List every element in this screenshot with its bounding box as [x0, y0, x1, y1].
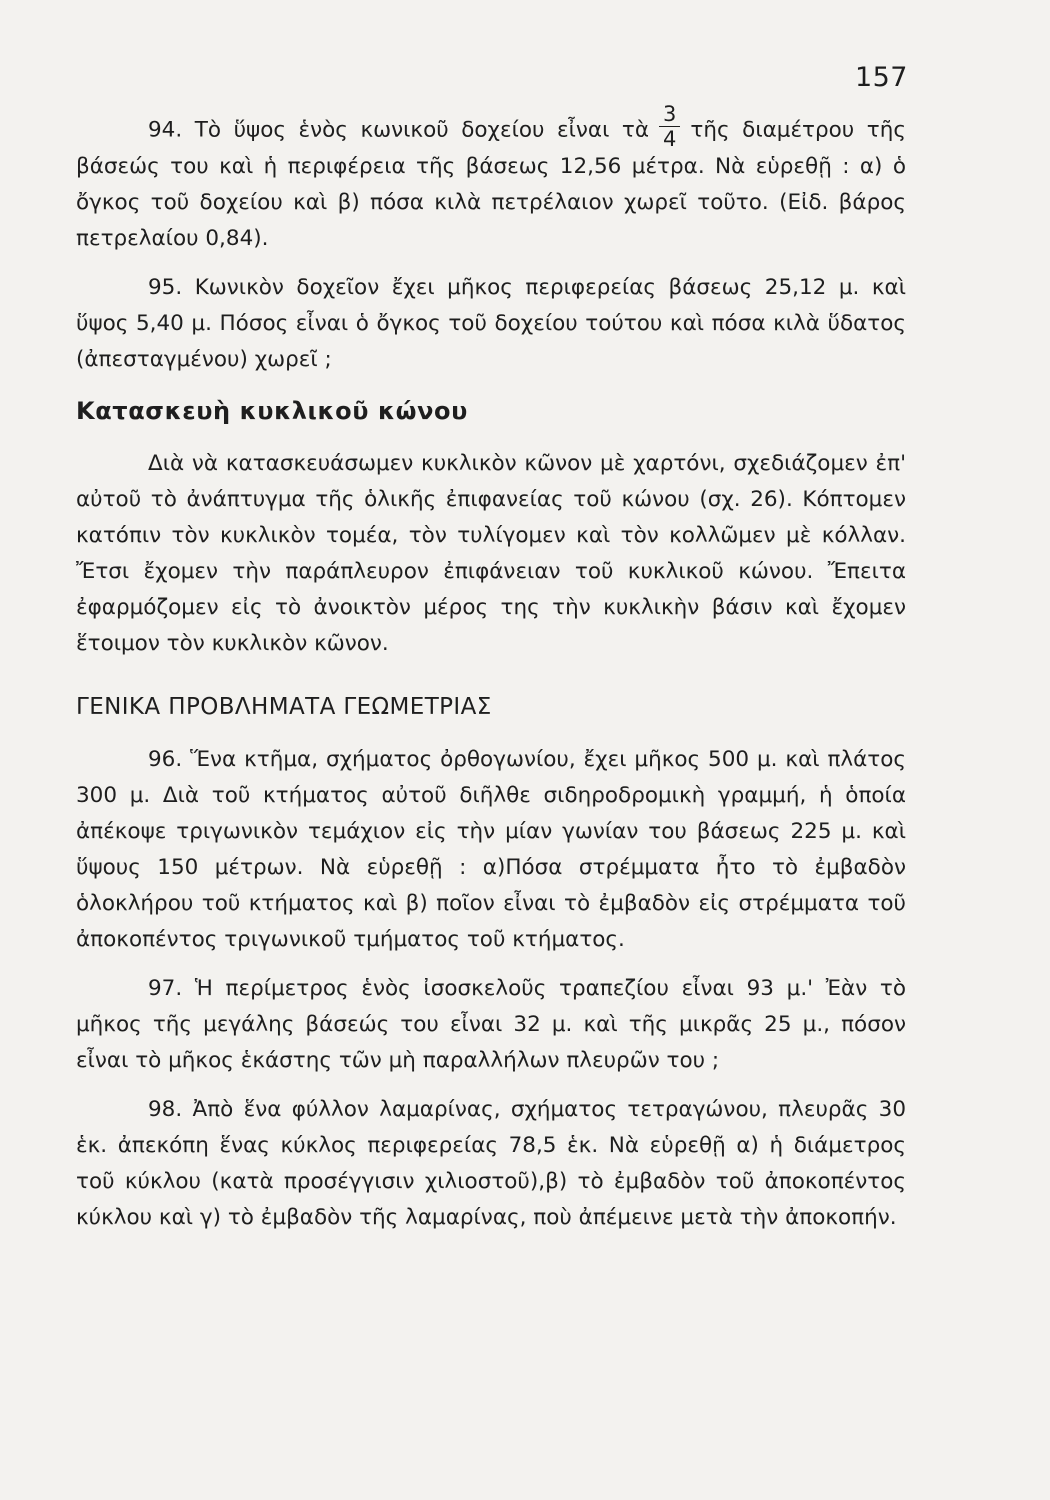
fraction-three-quarters	[659, 104, 680, 149]
section-title-cone-construction: Κατασκευὴ κυκλικοῦ κώνου	[76, 397, 468, 425]
problem-95: 95. Κωνικὸν δοχεῖον ἔχει μῆκος περιφερείας βάσεως 25,12 μ. καὶ ὕψος 5,40 μ. Πόσος εἶναι ὁ ὄγκος τοῦ δοχείου τούτου καὶ πόσα κιλὰ ὕδατος (ἀπεσταγμένου) χωρεῖ ;	[76, 275, 906, 372]
fraction-denominator: 4	[663, 127, 677, 151]
problem-97: 97. Ἡ περίμετρος ἑνὸς ἰσοσκελοῦς τραπεζίου εἶναι 93 μ.' Ἐὰν τὸ μῆκος τῆς μεγάλης βάσεώς του εἶναι 32 μ. καὶ τῆς μικρᾶς 25 μ., πόσον εἶναι τὸ μῆκος ἑκάστης τῶν μὴ παραλλήλων πλευρῶν του ;	[76, 976, 906, 1073]
problem-98: 98. Ἀπὸ ἕνα φύλλον λαμαρίνας, σχήματος τετραγώνου, πλευρᾶς 30 ἑκ. ἀπεκόπη ἕνας κύκλος περιφερείας 78,5 ἑκ. Νὰ εὑρεθῇ α) ἡ διάμετρος τοῦ κύκλου (κατὰ προσέγγισιν χιλιοστοῦ),β) τὸ ἐμβαδὸν τοῦ ἀποκοπέντος κύκλου καὶ γ) τὸ ἐμβαδὸν τῆς λαμαρίνας, ποὺ ἀπέμεινε μετὰ τὴν ἀποκοπήν.	[76, 1097, 906, 1230]
problem-94-text-end: τῆς διαμέτρου τῆς βάσεώς του καὶ ἡ περιφέρεια τῆς βάσεως 12,56 μέτρα. Νὰ εὑρεθῇ : α) ὁ ὄγκος τοῦ δοχείου καὶ β) πόσα κιλὰ πετρέλαιον χωρεῖ τοῦτο. (Εἰδ. βάρος πετρελαίου 0,84).	[76, 117, 906, 251]
text-column	[76, 102, 906, 1249]
page-number: 157	[854, 62, 908, 93]
problem-94-text-start: 94. Τὸ ὕψος ἑνὸς κωνικοῦ δοχείου εἶναι τὰ	[148, 117, 650, 143]
cone-construction-paragraph: Διὰ νὰ κατασκευάσωμεν κυκλικὸν κῶνον μὲ χαρτόνι, σχεδιάζομεν ἐπ' αὐτοῦ τὸ ἀνάπτυγμα τῆς ὁλικῆς ἐπιφανείας τοῦ κώνου (σχ. 26). Κόπτομεν κατόπιν τὸν κυκλικὸν τομέα, τὸν τυλίγομεν καὶ τὸν κολλῶμεν μὲ κόλλαν. Ἔτσι ἔχομεν τὴν παράπλευρον ἐπιφάνειαν τοῦ κυκλικοῦ κώνου. Ἔπειτα ἐφαρμόζομεν εἰς τὸ ἀνοικτὸν μέρος της τὴν κυκλικὴν βάσιν καὶ ἔχομεν ἕτοιμον τὸν κυκλικὸν κῶνον.	[76, 451, 906, 656]
fraction-numerator: 3	[659, 104, 680, 127]
problem-96: 96. Ἕνα κτῆμα, σχήματος ὀρθογωνίου, ἔχει μῆκος 500 μ. καὶ πλάτος 300 μ. Διὰ τοῦ κτήματος αὐτοῦ διῆλθε σιδηροδρομικὴ γραμμή, ἡ ὁποία ἀπέκοψε τριγωνικὸν τεμάχιον εἰς τὴν μίαν γωνίαν του βάσεως 225 μ. καὶ ὕψους 150 μέτρων. Νὰ εὑρεθῇ : α)Πόσα στρέμματα ἦτο τὸ ἐμβαδὸν ὁλοκλήρου τοῦ κτήματος καὶ β) ποῖον εἶναι τὸ ἐμβαδὸν εἰς στρέμματα τοῦ ἀποκοπέντος τριγωνικοῦ τμήματος τοῦ κτήματος.	[76, 747, 906, 952]
section-title-general-problems: ΓΕΝΙΚΑ ΠΡΟΒΛΗΜΑΤΑ ΓΕΩΜΕΤΡΙΑΣ	[76, 694, 492, 720]
problem-94	[76, 102, 906, 257]
